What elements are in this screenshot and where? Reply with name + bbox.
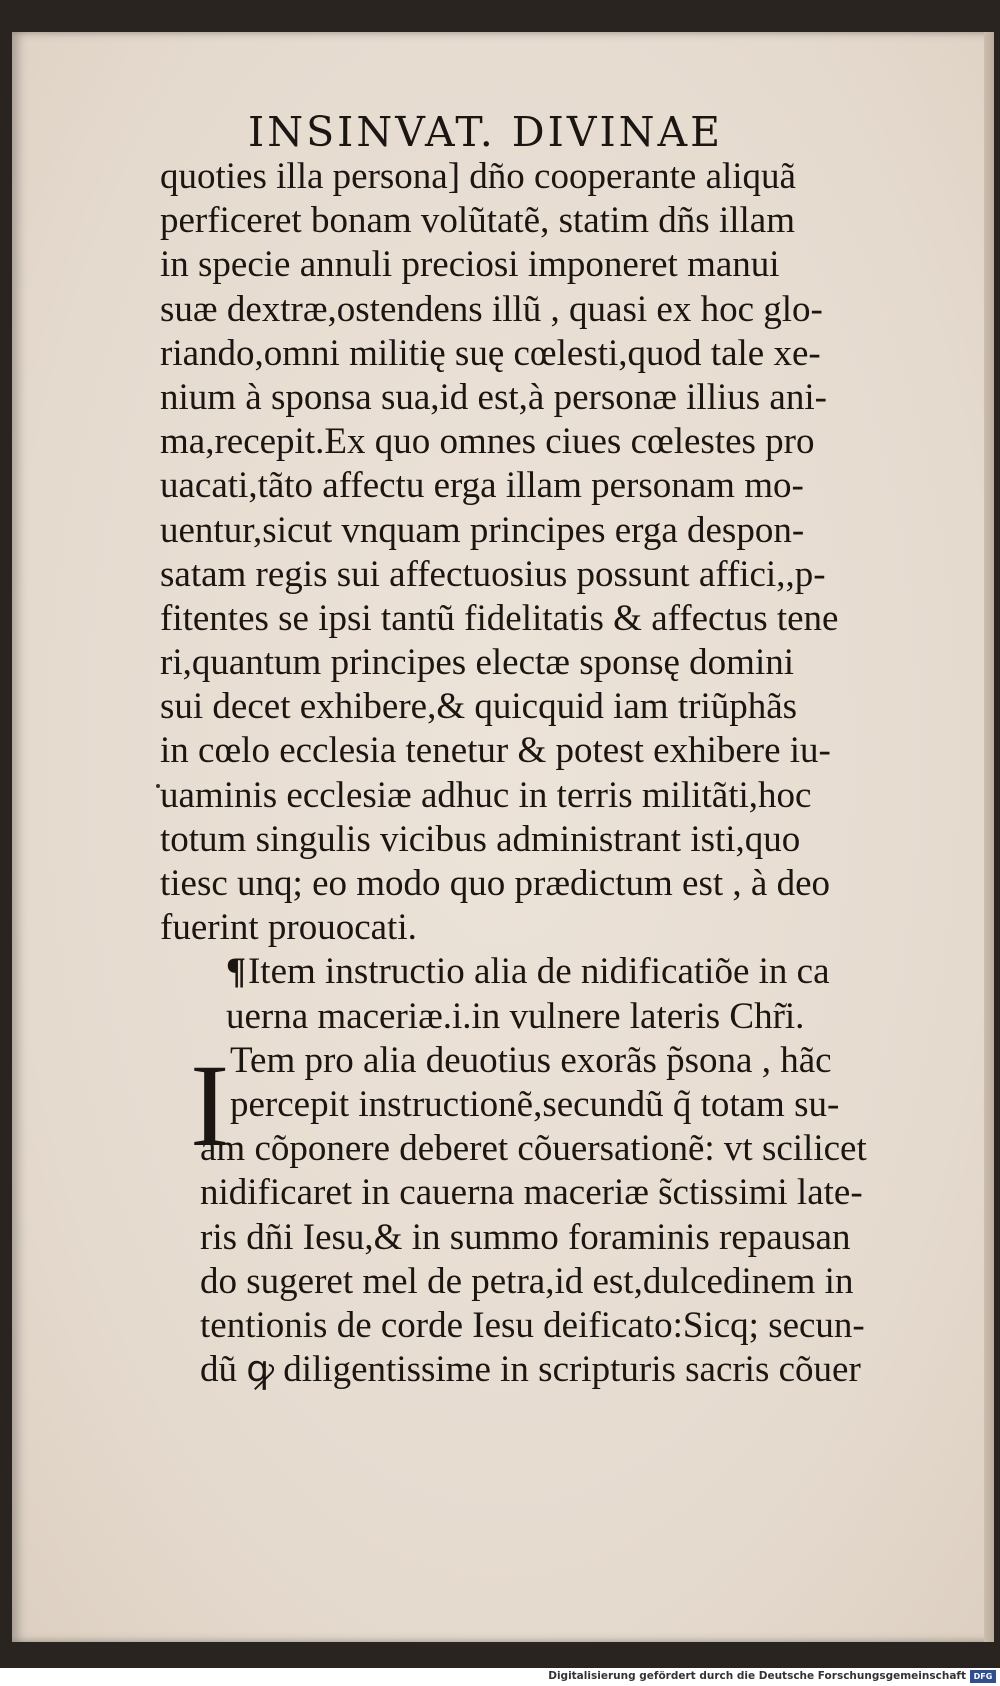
pilcrow-icon: ¶: [226, 951, 246, 993]
text-line: ris dñi Iesu,& in summo foraminis repausan: [200, 1216, 851, 1258]
text-line: am cõponere deberet cõuersationẽ: vt scilicet: [200, 1128, 867, 1170]
text-line: fitentes se ipsi tantũ fidelitatis & affectus tene: [160, 597, 839, 639]
text-line: riando,omni militię suę cœlesti,quod tale xe-: [160, 332, 821, 374]
rubric-line: uerna maceriæ.i.in vulnere lateris Chr̃i.: [226, 995, 805, 1037]
body-text: [160, 155, 900, 1392]
text-line: quoties illa persona] dño cooperante aliquã: [160, 156, 796, 197]
rubric-text: Item instructio alia de nidificatiõe in ca: [247, 951, 830, 993]
drop-cap-initial: I: [190, 1039, 230, 1171]
text-line: in cœlo ecclesia tenetur & potest exhibere iu-: [160, 730, 831, 772]
dfg-logo-icon: DFG: [970, 1670, 996, 1683]
text-line: Tem pro alia deuotius exorãs p̃sona , hãc: [230, 1039, 832, 1081]
footer-bar: [0, 1668, 1000, 1686]
text-line: tentionis de corde Iesu deificato:Sicq; secun-: [200, 1304, 865, 1346]
text-line: nidificaret in cauerna maceriæ s̃ctissimi late-: [200, 1172, 863, 1214]
text-line: uaminis ecclesiæ adhuc in terris militãti,hoc: [160, 774, 812, 816]
page-edge: [984, 32, 994, 1642]
text-line: nium à sponsa sua,id est,à personæ illius ani-: [160, 376, 827, 418]
initial-paragraph: [160, 1039, 900, 1393]
funding-credit: Digitalisierung gefördert durch die Deutsche Forschungsgemeinschaft: [548, 1670, 966, 1682]
text-line: totum singulis vicibus administrant isti,quo: [160, 818, 801, 860]
text-line: in specie annuli preciosi imponeret manui: [160, 244, 780, 286]
text-line: percepit instructionẽ,secundũ q̃ totam su-: [230, 1083, 840, 1125]
text-line: sui decet exhibere,& quicquid iam triũphãs: [160, 686, 798, 728]
text-line: ma,recepit.Ex quo omnes ciues cœlestes pro: [160, 421, 815, 463]
text-line: satam regis sui affectuosius possunt affici,,p-: [160, 553, 826, 595]
text-line: dũ ꝙ diligentissime in scripturis sacris cõuer: [200, 1349, 861, 1391]
text-line: fuerint prouocati.: [160, 907, 417, 949]
text-line: tiesc unq; eo modo quo prædictum est , à deo: [160, 863, 830, 904]
text-line: ri,quantum principes electæ sponsę domini: [160, 642, 795, 684]
text-line: uentur,sicut vnquam principes erga despon-: [160, 509, 805, 551]
rubric-line: [160, 950, 900, 994]
text-line: perficeret bonam volũtatẽ, statim dñs illam: [160, 200, 795, 242]
running-head: INSINVAT. DIVINAE: [248, 108, 724, 156]
text-line: uacati,tãto affectu erga illam personam mo-: [160, 465, 804, 507]
text-line: do sugeret mel de petra,id est,dulcedinem in: [200, 1260, 854, 1302]
text-line: suæ dextræ,ostendens illũ , quasi ex hoc glo-: [160, 288, 823, 330]
